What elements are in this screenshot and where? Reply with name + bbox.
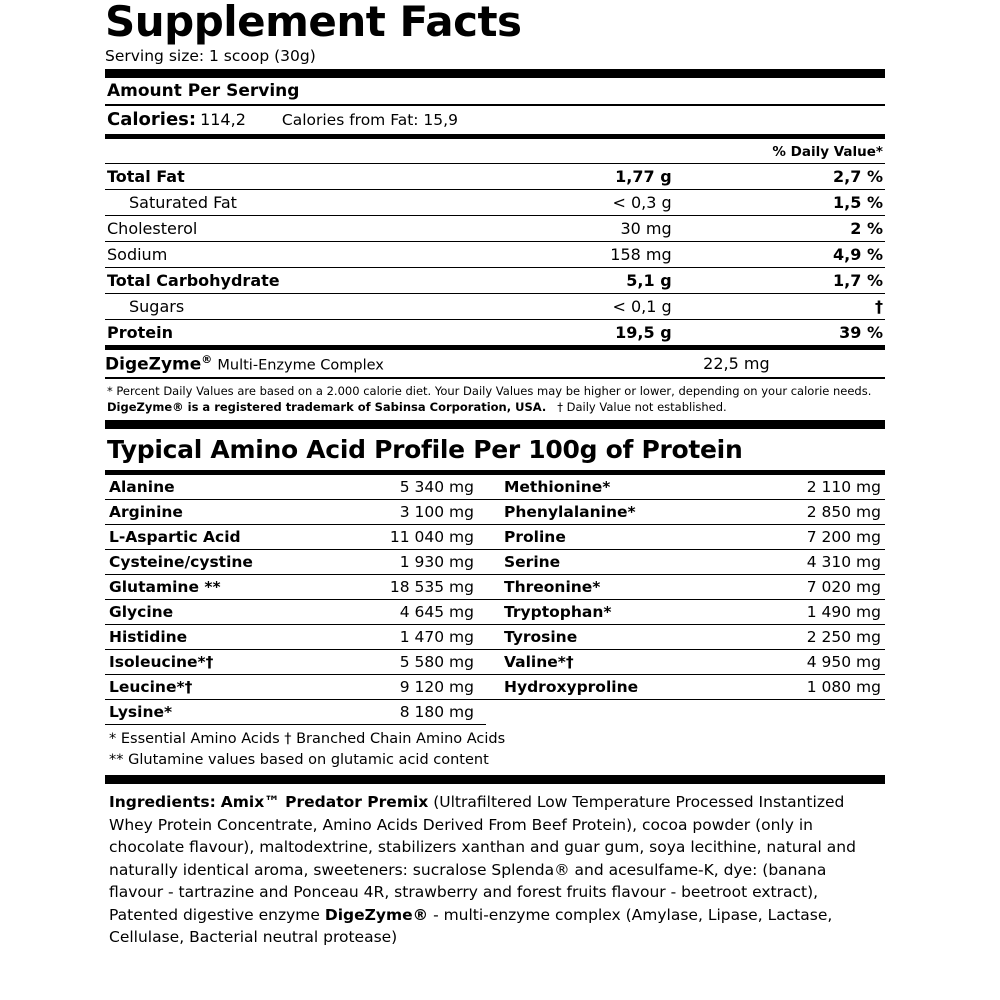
nutrient-amount: < 0,3 g [446,190,784,216]
table-row [105,500,885,525]
nutrient-amount: 30 mg [446,216,784,242]
amino-name-left: Leucine*† [105,675,329,700]
page-title: Supplement Facts [105,0,522,46]
amino-name-left: Arginine [105,500,329,525]
ingredients-text-2: - multi-enzyme complex (Amylase, Lipase, Lactase, Cellulase, Bacterial neutral protease) [109,905,833,947]
nutrient-amount: 158 mg [446,242,784,268]
amino-name-right: Serine [486,550,734,575]
ingredients-label: Ingredients: [109,793,216,812]
amino-name-left: Glutamine ** [105,575,329,600]
ingredients-paragraph [105,784,885,948]
enzyme-name: DigeZyme [105,354,202,375]
amino-value-left: 9 120 mg [329,675,486,700]
amino-note-glutamine: ** Glutamine values based on glutamic acid content [109,752,489,769]
nutrient-name: Total Fat [105,164,446,190]
nutrient-dv: 2,7 % [784,164,885,190]
nutrient-name: Total Carbohydrate [105,268,446,294]
nutrient-name: Protein [105,320,446,346]
table-row [105,550,885,575]
amino-value-left: 11 040 mg [329,525,486,550]
table-row [105,350,885,377]
table-row [105,190,885,216]
table-row [105,675,885,700]
nutrient-name: Sugars [105,294,446,320]
divider-thick-ingredients [105,775,885,784]
amino-name-right: Tyrosine [486,625,734,650]
footnote-daily-values: * Percent Daily Values are based on a 2.000 calorie diet. Your Daily Values may be higher or lower, depending on your calorie needs. [107,384,872,399]
amino-value-left: 18 535 mg [329,575,486,600]
calories-label: Calories: [107,109,197,131]
amino-name-left: Histidine [105,625,329,650]
enzyme-amount: 22,5 mg [703,354,770,374]
calories-from-fat: Calories from Fat: 15,9 [281,111,458,130]
amino-value-right: 2 850 mg [734,500,885,525]
ingredients-brand: Amix™ Predator Premix [220,793,429,812]
enzyme-dv [882,350,885,377]
serving-size: Serving size: 1 scoop (30g) [105,47,316,66]
amino-value-right: 1 490 mg [734,600,885,625]
amino-name-left: Isoleucine*† [105,650,329,675]
enzyme-table [105,350,885,377]
table-row [105,700,885,725]
amino-name-left: Cysteine/cystine [105,550,329,575]
nutrition-table [105,163,885,345]
nutrient-dv: 4,9 % [784,242,885,268]
nutrient-amount: < 0,1 g [446,294,784,320]
amino-name-right: Proline [486,525,734,550]
amino-value-right: 7 200 mg [734,525,885,550]
table-row [105,242,885,268]
amino-value-right: 4 950 mg [734,650,885,675]
nutrient-dv: 1,5 % [784,190,885,216]
table-row [105,650,885,675]
amino-value-right [734,700,885,725]
supplement-facts-panel [105,0,885,949]
table-row [105,320,885,346]
amino-value-left: 1 470 mg [329,625,486,650]
amino-name-left: L-Aspartic Acid [105,525,329,550]
amino-value-left: 4 645 mg [329,600,486,625]
footnotes [105,379,885,420]
table-row [105,294,885,320]
nutrient-dv: † [784,294,885,320]
amino-value-left: 3 100 mg [329,500,486,525]
daily-value-header: % Daily Value* [772,144,883,161]
amino-name-right: Tryptophan* [486,600,734,625]
table-row [105,475,885,500]
amount-per-serving-label: Amount Per Serving [107,81,300,102]
amino-acid-table [105,475,885,725]
amino-name-right: Hydroxyproline [486,675,734,700]
amino-value-right: 7 020 mg [734,575,885,600]
amino-name-right: Valine*† [486,650,734,675]
amino-value-left: 5 340 mg [329,475,486,500]
divider-thick-top [105,69,885,78]
divider-thick-amino-top [105,420,885,429]
ingredients-text: (Ultrafiltered Low Temperature Processed Instantized Whey Protein Concentrate, Amino Acids Derived From Beef Protein), cocoa powder (only in chocolate flavour), maltodextrine, stabilizers xanthan and guar gum, soya lecithine, natural and naturally identical aroma, sweeteners: sucralose Splenda® and acesulfame-K, dye: (banana flavour - tartrazine and Ponceau 4R, strawberry and forest fruits flavour - beetroot extract), Patented digestive enzyme [109,793,856,924]
amino-value-right: 2 110 mg [734,475,885,500]
footnote-trademark: DigeZyme® is a registered trademark of Sabinsa Corporation, USA. [107,399,547,414]
enzyme-name-cell [105,350,579,377]
amino-name-left: Alanine [105,475,329,500]
nutrient-name: Cholesterol [105,216,446,242]
amino-name-left: Lysine* [105,700,329,725]
calories-row [105,106,885,134]
table-row [105,268,885,294]
table-row [105,216,885,242]
nutrient-dv: 2 % [784,216,885,242]
amino-name-left: Glycine [105,600,329,625]
amino-value-left: 5 580 mg [329,650,486,675]
amino-name-right: Methionine* [486,475,734,500]
nutrient-name: Sodium [105,242,446,268]
table-row [105,625,885,650]
amino-value-right: 1 080 mg [734,675,885,700]
amino-profile-title: Typical Amino Acid Profile Per 100g of Protein [107,435,743,465]
nutrient-dv: 39 % [784,320,885,346]
amino-name-right: Phenylalanine* [486,500,734,525]
table-row [105,600,885,625]
nutrient-name: Saturated Fat [105,190,446,216]
nutrient-dv: 1,7 % [784,268,885,294]
amino-value-left: 8 180 mg [329,700,486,725]
enzyme-description: Multi-Enzyme Complex [217,357,384,374]
table-row [105,164,885,190]
amino-notes [105,725,885,775]
nutrient-amount: 19,5 g [446,320,784,346]
amino-name-right [486,700,734,725]
ingredients-enzyme: DigeZyme® [324,905,429,924]
amino-name-right: Threonine* [486,575,734,600]
footnote-trademark-line [107,400,883,416]
amino-value-left: 1 930 mg [329,550,486,575]
table-row [105,525,885,550]
registered-mark: ® [201,353,213,367]
amino-note-essential: * Essential Amino Acids † Branched Chain Amino Acids [109,731,506,748]
calories-value: 114,2 [200,110,246,130]
amino-value-right: 4 310 mg [734,550,885,575]
nutrient-amount: 5,1 g [446,268,784,294]
footnote-dagger: † Daily Value not established. [557,399,727,414]
amino-value-right: 2 250 mg [734,625,885,650]
nutrient-amount: 1,77 g [446,164,784,190]
table-row [105,575,885,600]
